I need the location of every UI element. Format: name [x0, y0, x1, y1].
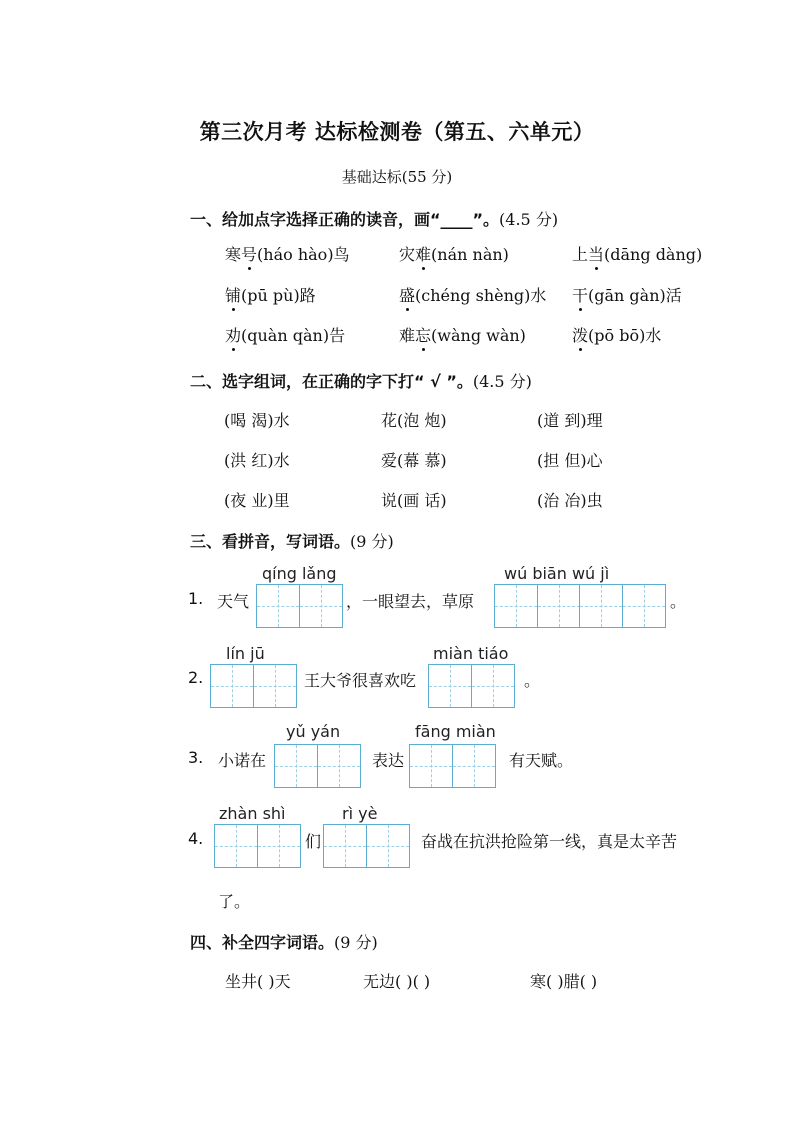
- q1-item-choices: (chéng shèng)水: [415, 286, 547, 305]
- q1-item-prefix: 难: [399, 326, 416, 345]
- answer-cell[interactable]: [428, 664, 472, 708]
- pinyin-miantiao: miàn tiáo: [433, 644, 509, 663]
- q3-text-1b: ，一眼望去，草原: [346, 592, 475, 611]
- answer-grid-riye[interactable]: [323, 824, 410, 868]
- pinyin-wubianwuji: wú biān wú jì: [504, 564, 610, 583]
- q3-text-1a: 天气: [217, 592, 250, 611]
- q2-item[interactable]: 爱(幕 慕): [381, 451, 447, 470]
- q4-item-2[interactable]: 无边( )( ): [363, 972, 431, 991]
- q3-number-4: 4.: [188, 829, 204, 848]
- answer-cell[interactable]: [323, 824, 367, 868]
- q1-item[interactable]: [399, 283, 546, 306]
- q1-item-choices: (pō bō)水: [588, 326, 662, 345]
- q3-text-4a: 们: [305, 832, 322, 851]
- answer-cell[interactable]: [494, 584, 538, 628]
- q1-item-prefix: 灾: [399, 245, 416, 264]
- q3-number-1: 1.: [188, 589, 204, 608]
- section-2-heading: 二、选字组词，在正确的字下打“ √ ”。(4.5 分): [190, 372, 532, 391]
- answer-grid-qinglang[interactable]: [256, 584, 343, 628]
- q2-item[interactable]: (喝 渴)水: [224, 411, 290, 430]
- answer-cell[interactable]: [299, 584, 343, 628]
- q3-number-3: 3.: [188, 748, 204, 767]
- answer-grid-wubianwuji[interactable]: [494, 584, 666, 628]
- answer-cell[interactable]: [452, 744, 496, 788]
- q1-item-choices: (háo hào)鸟: [257, 245, 350, 264]
- q3-number-2: 2.: [188, 668, 204, 687]
- section-4-heading: 四、补全四字词语。(9 分): [190, 933, 378, 952]
- q3-text-4b: 奋战在抗洪抢险第一线，真是太辛苦: [421, 832, 678, 851]
- q1-item[interactable]: [572, 283, 682, 306]
- q1-item[interactable]: [225, 323, 345, 346]
- q2-item[interactable]: (夜 业)里: [224, 491, 290, 510]
- answer-grid-linju[interactable]: [210, 664, 297, 708]
- q3-text-4c: 了。: [218, 892, 251, 911]
- q1-dotted-char: 盛: [399, 283, 415, 306]
- answer-cell[interactable]: [210, 664, 254, 708]
- answer-cell[interactable]: [622, 584, 666, 628]
- q1-item-prefix: 寒: [225, 245, 242, 264]
- q1-item-choices: (pū pù)路: [241, 286, 316, 305]
- q4-item-3[interactable]: 寒( )腊( ): [530, 972, 598, 991]
- answer-cell[interactable]: [471, 664, 515, 708]
- q1-item-prefix: 上: [572, 245, 589, 264]
- q1-item-choices: (dāng dàng): [604, 245, 703, 264]
- q4-item-1[interactable]: 坐井( )天: [225, 972, 291, 991]
- q1-dotted-char: 干: [572, 283, 588, 306]
- answer-grid-yuyan[interactable]: [274, 744, 361, 788]
- answer-cell[interactable]: [256, 584, 300, 628]
- pinyin-zhanshi: zhàn shì: [219, 804, 286, 823]
- answer-grid-zhanshi[interactable]: [214, 824, 301, 868]
- q3-text-3c: 有天赋。: [509, 751, 574, 770]
- page-title: 第三次月考 达标检测卷（第五、六单元）: [199, 120, 595, 144]
- q1-item-choices: (gān gàn)活: [588, 286, 682, 305]
- answer-cell[interactable]: [253, 664, 297, 708]
- pinyin-linju: lín jū: [226, 644, 265, 663]
- q3-text-2b: 。: [524, 671, 541, 690]
- answer-cell[interactable]: [257, 824, 301, 868]
- q2-item[interactable]: (担 但)心: [537, 451, 603, 470]
- q1-item-choices: (wàng wàn): [431, 326, 526, 345]
- answer-grid-miantiao[interactable]: [428, 664, 515, 708]
- q3-text-3b: 表达: [372, 751, 405, 770]
- answer-cell[interactable]: [409, 744, 453, 788]
- q3-text-3a: 小诺在: [218, 751, 267, 770]
- q2-item[interactable]: 花(泡 炮): [381, 411, 447, 430]
- q1-dotted-char: 劝: [225, 323, 241, 346]
- q1-dotted-char: 难: [415, 242, 431, 265]
- section-3-heading: 三、看拼音，写词语。(9 分): [190, 532, 394, 551]
- answer-cell[interactable]: [537, 584, 581, 628]
- pinyin-yuyan: yǔ yán: [286, 722, 341, 741]
- section-1-heading: 一、给加点字选择正确的读音，画“____”。(4.5 分): [190, 210, 559, 229]
- q1-item[interactable]: [572, 242, 702, 265]
- answer-cell[interactable]: [317, 744, 361, 788]
- q2-item[interactable]: (道 到)理: [537, 411, 603, 430]
- answer-cell[interactable]: [579, 584, 623, 628]
- q1-item-choices: (quàn qàn)告: [241, 326, 346, 345]
- pinyin-qinglang: qíng lǎng: [262, 564, 337, 583]
- q1-item-choices: (nán nàn): [431, 245, 509, 264]
- answer-cell[interactable]: [274, 744, 318, 788]
- q1-item[interactable]: [225, 242, 350, 265]
- q1-item[interactable]: [399, 323, 526, 346]
- pinyin-fangmian: fāng miàn: [415, 722, 496, 741]
- page-subtitle: 基础达标(55 分): [341, 168, 453, 186]
- q1-dotted-char: 忘: [415, 323, 431, 346]
- q1-dotted-char: 铺: [225, 283, 241, 306]
- q2-item[interactable]: (治 冶)虫: [537, 491, 603, 510]
- q3-text-1c: 。: [670, 592, 687, 611]
- q1-item[interactable]: [572, 323, 661, 346]
- q1-dotted-char: 当: [588, 242, 604, 265]
- q2-item[interactable]: 说(画 话): [381, 491, 447, 510]
- q1-item[interactable]: [225, 283, 316, 306]
- answer-grid-fangmian[interactable]: [409, 744, 496, 788]
- q1-dotted-char: 泼: [572, 323, 588, 346]
- answer-cell[interactable]: [214, 824, 258, 868]
- pinyin-riye: rì yè: [342, 804, 378, 823]
- answer-cell[interactable]: [366, 824, 410, 868]
- q2-item[interactable]: (洪 红)水: [224, 451, 290, 470]
- q1-dotted-char: 号: [241, 242, 257, 265]
- q1-item[interactable]: [399, 242, 509, 265]
- q3-text-2a: 王大爷很喜欢吃: [304, 671, 417, 690]
